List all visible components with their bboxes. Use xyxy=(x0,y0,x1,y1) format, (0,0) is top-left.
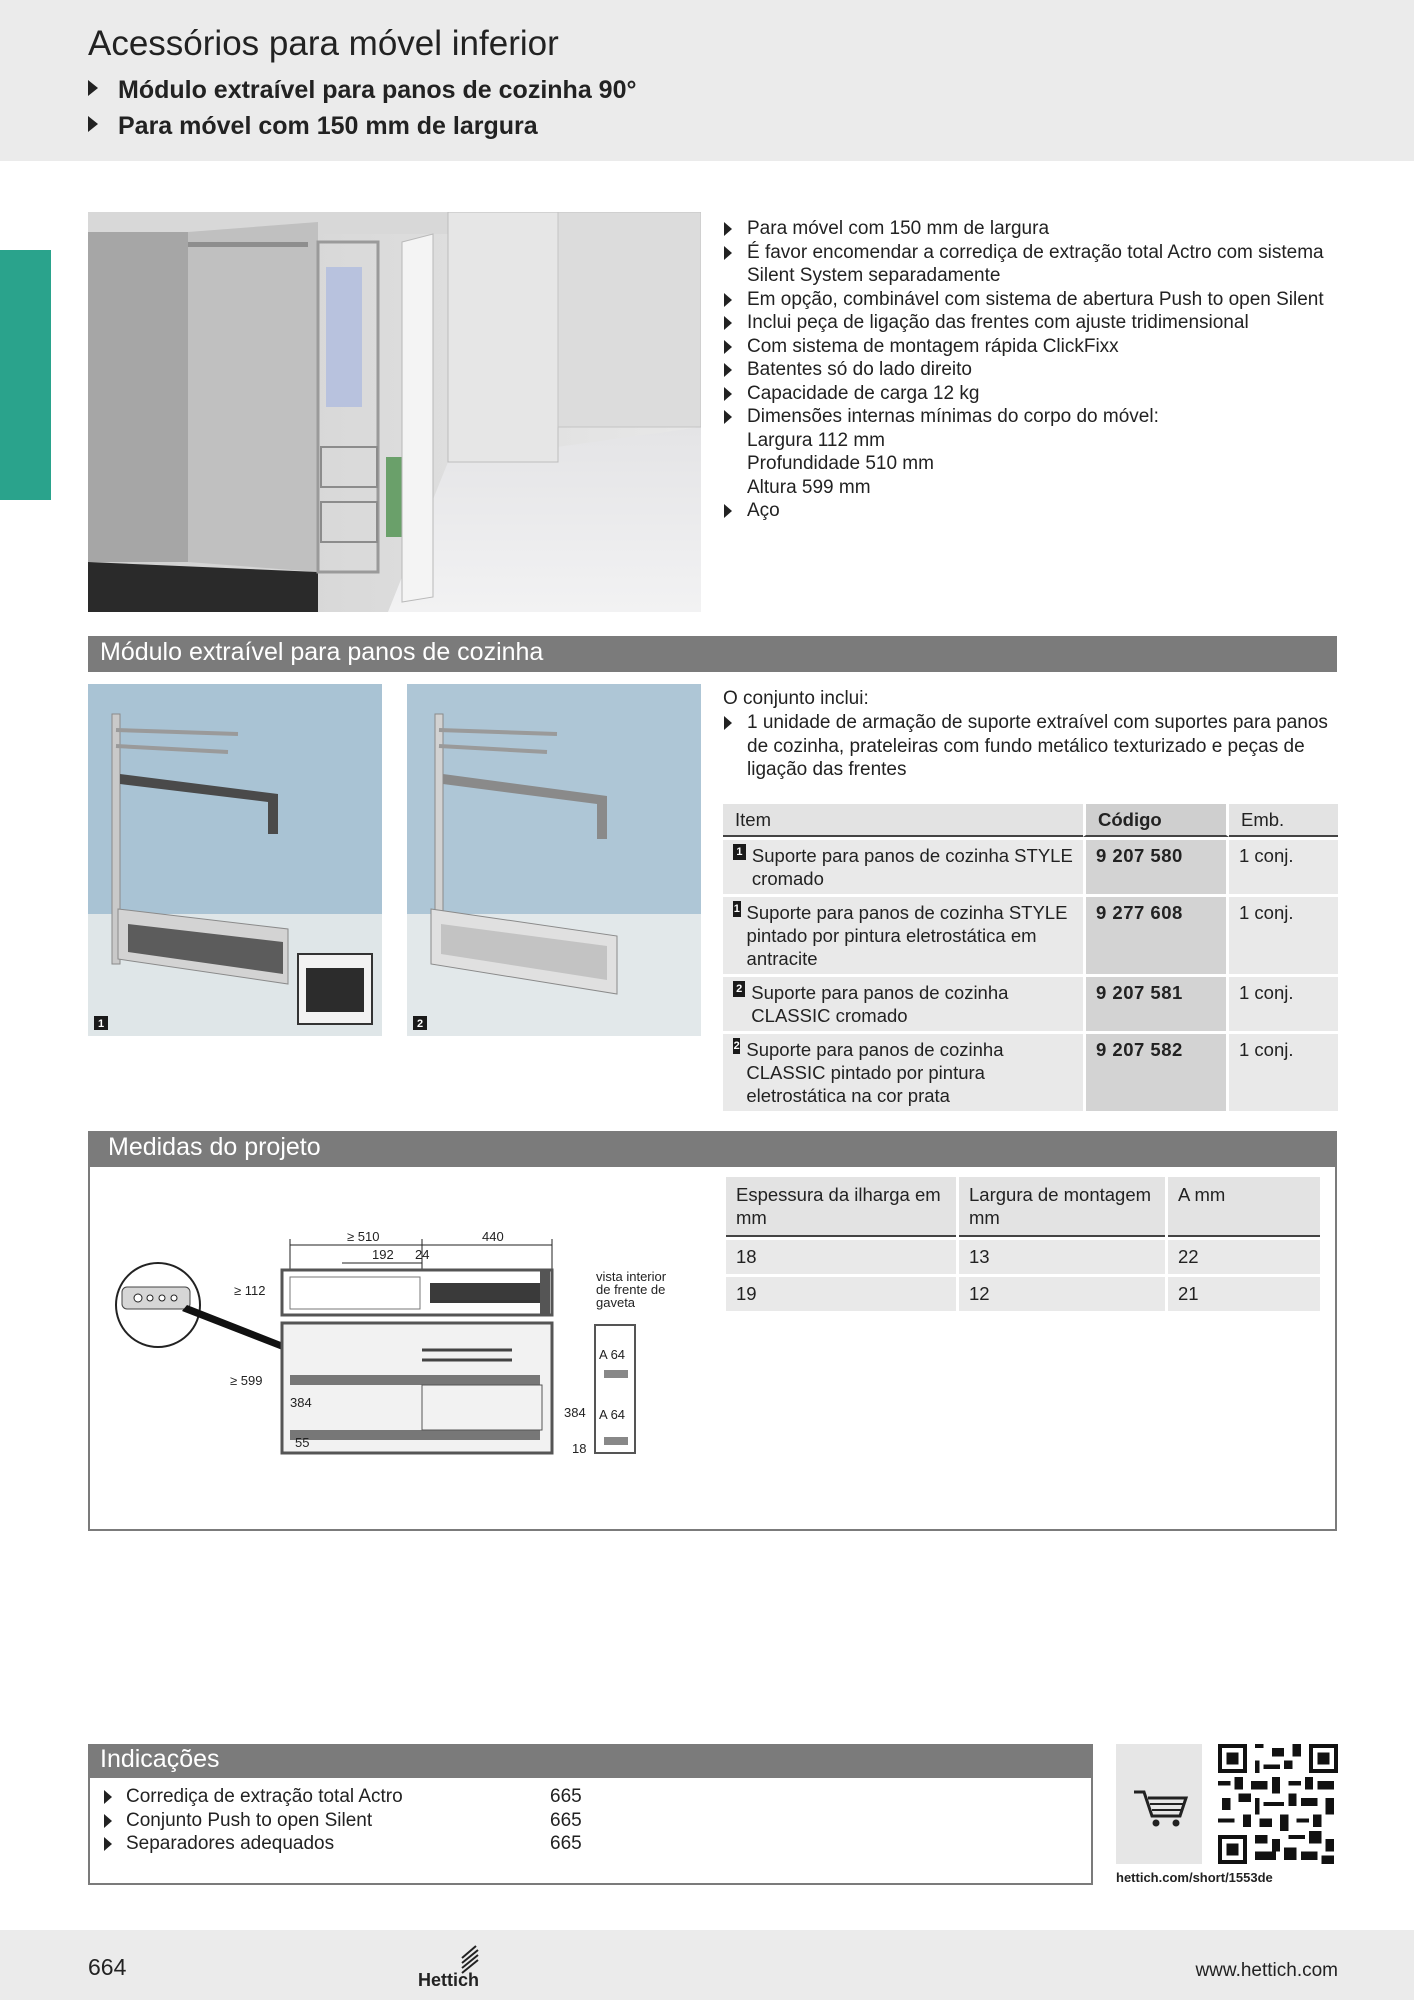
inner-dim-height: Altura 599 mm xyxy=(747,476,871,498)
code-cell: 9 277 608 xyxy=(1083,897,1229,974)
col-header-a: A mm xyxy=(1168,1177,1320,1237)
triangle-bullet-icon xyxy=(724,363,732,377)
page-subtitle-2: Para móvel com 150 mm de largura xyxy=(88,112,538,141)
triangle-bullet-icon xyxy=(104,1837,112,1851)
dim-a64-top: A 64 xyxy=(599,1347,626,1362)
triangle-bullet-icon xyxy=(724,504,732,518)
triangle-bullet-icon xyxy=(88,116,98,132)
triangle-bullet-icon xyxy=(724,293,732,307)
dim-55: 55 xyxy=(295,1435,310,1450)
shopping-cart-icon xyxy=(1116,1744,1202,1864)
drawing-caption-line-2: de frente de xyxy=(596,1282,666,1297)
reference-link[interactable]: Corrediça de extração total Actro 665 xyxy=(102,1785,662,1809)
triangle-bullet-icon xyxy=(104,1790,112,1804)
references-list xyxy=(102,1785,662,1856)
drawing-caption-line-1: vista interior xyxy=(596,1269,667,1284)
item-number-badge: 2 xyxy=(733,981,745,997)
set-contents-item: 1 unidade de armação de suporte extraível com suportes para panos de cozinha, prateleiras com fundo metálico texturizado e peças de ligação das frentes xyxy=(722,711,1342,782)
feature-item: É favor encomendar a corrediça de extração total Actro com sistema Silent System separadamente xyxy=(722,241,1342,288)
table-row xyxy=(723,1034,1338,1111)
section-bar-references xyxy=(88,1744,1093,1778)
item-number-badge: 1 xyxy=(733,903,740,915)
page-title: Acessórios para móvel inferior xyxy=(88,24,559,63)
feature-item: Com sistema de montagem rápida ClickFixx xyxy=(722,335,1342,359)
brand-wordmark: Hettich xyxy=(418,1970,480,1990)
pack-cell: 1 conj. xyxy=(1229,897,1338,974)
dim-extension: 440 xyxy=(482,1229,504,1244)
feature-item: Para móvel com 150 mm de largura xyxy=(722,217,1342,241)
feature-item: Dimensões internas mínimas do corpo do móvel: Largura 112 mm Profundidade 510 mm Altura 599 mm xyxy=(722,405,1342,499)
photo-label-2: 2 xyxy=(416,1018,424,1030)
reference-link[interactable]: Conjunto Push to open Silent 665 xyxy=(102,1809,662,1833)
item-cell: 1 Suporte para panos de cozinha STYLE cromado xyxy=(723,840,1083,894)
code-cell: 9 207 582 xyxy=(1083,1034,1229,1111)
set-intro: O conjunto inclui: xyxy=(723,688,869,709)
triangle-bullet-icon xyxy=(724,410,732,424)
drawing-caption-line-3: gaveta xyxy=(596,1295,636,1310)
pack-cell: 1 conj. xyxy=(1229,840,1338,894)
reference-page: 665 xyxy=(550,1833,582,1854)
triangle-bullet-icon xyxy=(724,716,732,730)
section-bar-module xyxy=(88,636,1337,672)
table-row xyxy=(723,840,1338,894)
product-photo-style xyxy=(88,684,382,1036)
shop-cart-button[interactable] xyxy=(1116,1744,1202,1864)
dim-min-width: ≥ 112 xyxy=(234,1283,266,1298)
triangle-bullet-icon xyxy=(88,80,98,96)
photo-label-1: 1 xyxy=(97,1018,105,1030)
table-cell: 21 xyxy=(1168,1274,1320,1311)
page-footer xyxy=(0,1930,1414,2000)
table-cell: 19 xyxy=(726,1274,956,1311)
page-subtitle-1: Módulo extraível para panos de cozinha 90° xyxy=(88,76,636,105)
dim-18: 18 xyxy=(572,1441,587,1456)
col-header-mount-width: Largura de montagem mm xyxy=(959,1177,1165,1237)
brand-logo xyxy=(418,1944,488,1990)
inner-dim-depth: Profundidade 510 mm xyxy=(747,453,934,474)
page-number: 664 xyxy=(88,1954,127,1980)
dim-384-right: 384 xyxy=(564,1405,586,1420)
triangle-bullet-icon xyxy=(724,340,732,354)
table-cell: 13 xyxy=(959,1237,1165,1274)
section-bar-dimensions xyxy=(88,1131,1337,1167)
pack-cell: 1 conj. xyxy=(1229,977,1338,1031)
table-cell: 18 xyxy=(726,1237,956,1274)
feature-item: Inclui peça de ligação das frentes com ajuste tridimensional xyxy=(722,311,1342,335)
feature-list xyxy=(722,217,1342,523)
table-row xyxy=(726,1237,1320,1274)
item-number-badge: 1 xyxy=(733,844,746,860)
shop-short-url[interactable]: hettich.com/short/1553de xyxy=(1116,1870,1273,1885)
dim-192: 192 xyxy=(372,1247,394,1262)
code-cell: 9 207 580 xyxy=(1083,840,1229,894)
feature-item: Em opção, combinável com sistema de abertura Push to open Silent xyxy=(722,288,1342,312)
triangle-bullet-icon xyxy=(724,222,732,236)
code-cell: 9 207 581 xyxy=(1083,977,1229,1031)
item-cell: 1 Suporte para panos de cozinha STYLE pintado por pintura eletrostática em antracite xyxy=(723,897,1083,974)
triangle-bullet-icon xyxy=(724,387,732,401)
table-row xyxy=(726,1274,1320,1311)
dim-24: 24 xyxy=(415,1247,430,1262)
reference-link[interactable]: Separadores adequados 665 xyxy=(102,1832,662,1856)
product-photo-kitchen xyxy=(88,212,701,612)
set-contents-list xyxy=(722,711,1342,782)
triangle-bullet-icon xyxy=(104,1814,112,1828)
feature-item: Aço xyxy=(722,499,1342,523)
feature-item: Capacidade de carga 12 kg xyxy=(722,382,1342,406)
col-header-thickness: Espessura da ilharga em mm xyxy=(726,1177,956,1237)
item-cell: 2 Suporte para panos de cozinha CLASSIC cromado xyxy=(723,977,1083,1031)
triangle-bullet-icon xyxy=(724,246,732,260)
feature-item: Batentes só do lado direito xyxy=(722,358,1342,382)
item-cell: 2 Suporte para panos de cozinha CLASSIC pintado por pintura eletrostática na cor prata xyxy=(723,1034,1083,1111)
section-title: Medidas do projeto xyxy=(108,1133,321,1161)
product-table xyxy=(723,801,1338,1114)
pack-cell: 1 conj. xyxy=(1229,1034,1338,1111)
table-row xyxy=(723,977,1338,1031)
reference-page: 665 xyxy=(550,1809,582,1831)
reference-page: 665 xyxy=(550,1786,582,1807)
table-row xyxy=(723,897,1338,974)
col-header-pack: Emb. xyxy=(1229,804,1338,837)
dim-a64-bottom: A 64 xyxy=(599,1407,626,1422)
inner-dim-width: Largura 112 mm xyxy=(747,429,885,451)
product-photo-classic xyxy=(407,684,701,1036)
dim-depth: ≥ 510 xyxy=(347,1229,380,1244)
col-header-code: Código xyxy=(1083,804,1229,837)
triangle-bullet-icon xyxy=(724,316,732,330)
dimensions-table xyxy=(723,1177,1323,1311)
col-header-item: Item xyxy=(723,804,1083,837)
table-cell: 22 xyxy=(1168,1237,1320,1274)
page-header xyxy=(0,0,1414,161)
chapter-tab-marker xyxy=(0,250,51,500)
item-number-badge: 2 xyxy=(733,1040,740,1052)
dim-384-left: 384 xyxy=(290,1395,312,1410)
technical-drawing xyxy=(112,1225,692,1460)
section-title: Módulo extraível para panos de cozinha xyxy=(100,638,544,666)
qr-code[interactable] xyxy=(1218,1744,1338,1864)
dim-min-height: ≥ 599 xyxy=(230,1373,263,1388)
website-link[interactable]: www.hettich.com xyxy=(1195,1960,1338,1981)
section-title: Indicações xyxy=(100,1745,220,1773)
table-cell: 12 xyxy=(959,1274,1165,1311)
